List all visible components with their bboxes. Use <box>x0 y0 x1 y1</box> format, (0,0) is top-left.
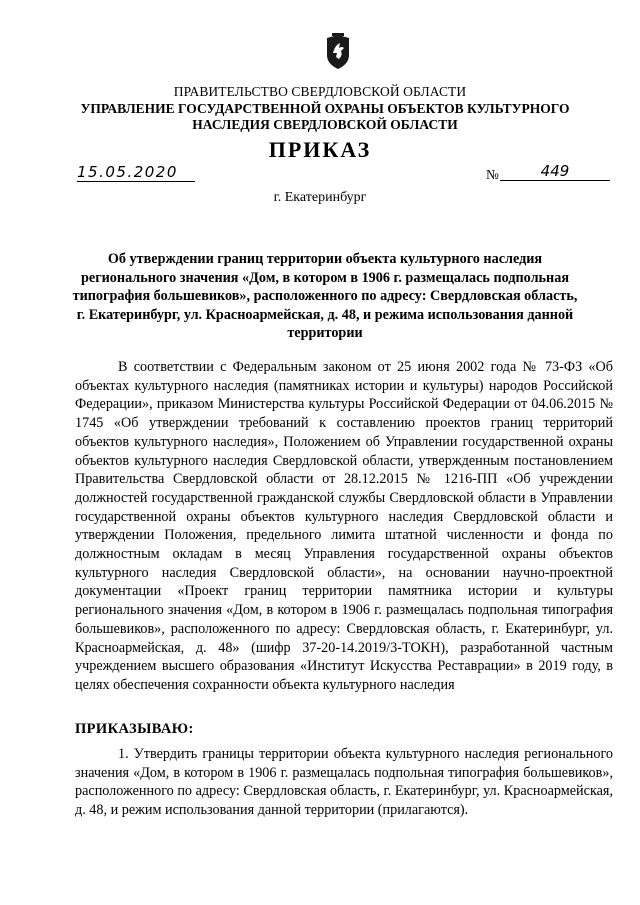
order-date: 15.05.2020 <box>77 164 195 182</box>
order-heading: ПРИКАЗЫВАЮ: <box>75 721 194 737</box>
order-item-1: 1. Утвердить границы территории объекта культурного наследия регионального значения «Дом, в котором в 1906 г. размещалась подпольная типография большевиков», расположенного по адресу: Свердловская область, г. Екатеринбург, ул. Красноармейская, д. 48, и режим использования данной территории (прилагаются). <box>75 746 613 819</box>
department-name: УПРАВЛЕНИЕ ГОСУДАРСТВЕННОЙ ОХРАНЫ ОБЪЕКТОВ КУЛЬТУРНОГО НАСЛЕДИЯ СВЕРДЛОВСКОЙ ОБЛАСТИ <box>80 101 570 132</box>
order-number-label: № <box>486 167 499 182</box>
document-title: Об утверждении границ территории объекта культурного наследия регионального значения «Дом, в котором в 1906 г. размещалась подпольная типография большевиков», расположенного по адресу: Свердловская область, г. Екатеринбург, ул. Красноармейская, д. 48, и режима использования данной территории <box>72 251 578 342</box>
city: г. Екатеринбург <box>273 190 367 205</box>
coat-of-arms-icon <box>324 33 352 71</box>
order-number: 449 <box>500 162 610 181</box>
preamble-paragraph: В соответствии с Федеральным законом от 25 июня 2002 года № 73-ФЗ «Об объектах культурного наследия (памятниках истории и культуры) народов Российской Федерации», приказом Министерства культуры Российской Федерации от 04.06.2015 № 1745 «Об утверждении требований к составлению проектов границ территорий объектов культурного наследия», Положением об Управлении государственной охраны объектов культурного наследия Свердловской области, утвержденным постановлением Правительства Свердловской области от 28.12.2015 № 1216-ПП «Об учреждении должностей государственной гражданской службы Свердловской области в Управлении государственной охраны объектов культурного наследия Свердловской области и утверждении Положения, предельного лимита штатной численности и фонда по должностным окладам в месяц Управления государственной охраны объектов культурного наследия Свердловской области», на основании научно-проектной документации «Проект границ территории памятника истории и культуры регионального значения «Дом, в котором в 1906 г. размещалась подпольная типография большевиков», расположенного по адресу: Свердловская область, г. Екатеринбург, ул. Красноармейская, д. 48» (шифр 37-20-14.2019/3-ТОКН), разработанной частным учреждением высшего образования «Институт Искусства Реставрации» в 2019 году, в целях обеспечения сохранности объекта культурного наследия <box>75 359 613 693</box>
document-type: ПРИКАЗ <box>268 137 372 162</box>
government-name: ПРАВИТЕЛЬСТВО СВЕРДЛОВСКОЙ ОБЛАСТИ <box>173 84 467 99</box>
